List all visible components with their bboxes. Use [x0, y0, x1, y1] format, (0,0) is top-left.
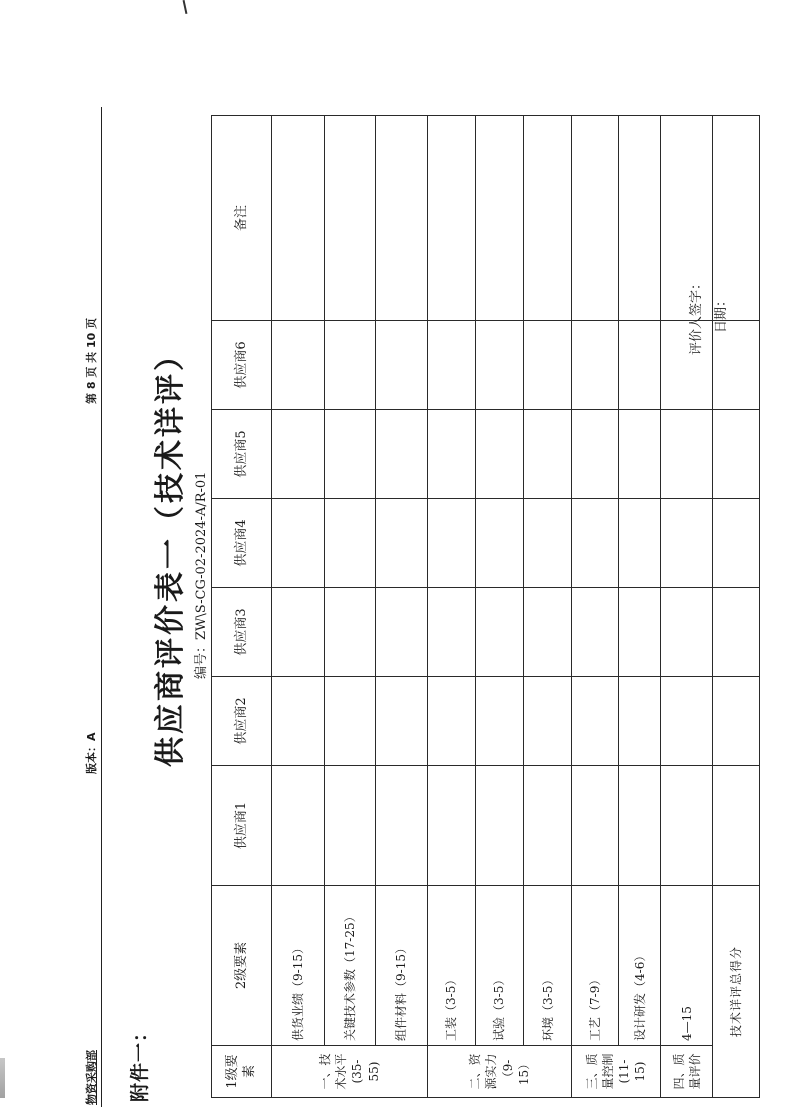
level1-cell: 三、质量控制(11-15) [572, 1046, 661, 1098]
score-cell[interactable] [661, 410, 713, 499]
score-cell[interactable] [619, 588, 661, 677]
score-cell[interactable] [271, 410, 324, 499]
score-cell[interactable] [271, 321, 324, 410]
score-cell[interactable] [376, 499, 428, 588]
level2-cell: 组件材料（9-15） [376, 886, 428, 1046]
table-row [271, 116, 324, 1098]
total-score-cell[interactable] [713, 499, 760, 588]
score-cell[interactable] [376, 766, 428, 886]
table-row [476, 116, 524, 1098]
score-cell[interactable] [427, 677, 475, 766]
table-row [427, 116, 475, 1098]
level1-cell: 二、资源实力（9-15） [427, 1046, 571, 1098]
score-cell[interactable] [572, 677, 619, 766]
remarks-cell[interactable] [476, 116, 524, 321]
evaluator-signature-label: 评价人签字： [689, 276, 704, 355]
header-supplier-5: 供应商5 [212, 410, 272, 499]
table-row [572, 116, 619, 1098]
score-cell[interactable] [271, 499, 324, 588]
level2-cell: 工艺（7-9） [572, 886, 619, 1046]
header-rule [101, 107, 102, 1107]
level2-cell: 供货业绩（9-15） [271, 886, 324, 1046]
header-version: 版本：A [85, 732, 98, 774]
score-cell[interactable] [661, 588, 713, 677]
score-cell[interactable] [661, 499, 713, 588]
remarks-cell[interactable] [524, 116, 572, 321]
rotated-page [0, 107, 793, 1107]
score-cell[interactable] [619, 499, 661, 588]
score-cell[interactable] [324, 499, 376, 588]
total-score-cell[interactable] [713, 588, 760, 677]
table-row [661, 116, 713, 1098]
header-supplier-4: 供应商4 [212, 499, 272, 588]
score-cell[interactable] [324, 410, 376, 499]
header-department: 物资采购部 [85, 1050, 98, 1105]
score-cell[interactable] [524, 677, 572, 766]
level2-cell: 工装（3-5） [427, 886, 475, 1046]
score-cell[interactable] [572, 766, 619, 886]
total-score-cell[interactable] [713, 766, 760, 886]
evaluation-table [211, 115, 760, 1098]
scan-mark [183, 0, 188, 14]
score-cell[interactable] [324, 677, 376, 766]
score-cell[interactable] [524, 410, 572, 499]
score-cell[interactable] [324, 321, 376, 410]
level2-cell: 4—15 [661, 886, 713, 1046]
score-cell[interactable] [271, 766, 324, 886]
remarks-cell[interactable] [619, 116, 661, 321]
score-cell[interactable] [427, 499, 475, 588]
header-remarks: 备注 [212, 116, 272, 321]
header-supplier-1: 供应商1 [212, 766, 272, 886]
level2-cell: 设计研发（4-6） [619, 886, 661, 1046]
score-cell[interactable] [324, 766, 376, 886]
score-cell[interactable] [524, 766, 572, 886]
header-page-info: 第 8 页 共 10 页 [85, 317, 98, 404]
level1-cell: 一、技术水平(35-55) [271, 1046, 427, 1098]
score-cell[interactable] [376, 677, 428, 766]
score-cell[interactable] [572, 321, 619, 410]
annex-label: 附件一： [129, 1021, 151, 1102]
header-supplier-6: 供应商6 [212, 321, 272, 410]
table-row [376, 116, 428, 1098]
score-cell[interactable] [427, 766, 475, 886]
table-row [524, 116, 572, 1098]
level1-cell: 四、质量评价 [661, 1046, 713, 1098]
remarks-cell[interactable] [324, 116, 376, 321]
score-cell[interactable] [271, 588, 324, 677]
score-cell[interactable] [427, 321, 475, 410]
total-score-cell[interactable] [713, 321, 760, 410]
score-cell[interactable] [376, 588, 428, 677]
remarks-cell[interactable] [271, 116, 324, 321]
score-cell[interactable] [427, 588, 475, 677]
score-cell[interactable] [376, 321, 428, 410]
total-score-cell[interactable] [713, 410, 760, 499]
table-total-row [713, 116, 760, 1098]
score-cell[interactable] [476, 677, 524, 766]
table-row [324, 116, 376, 1098]
score-cell[interactable] [661, 766, 713, 886]
level2-cell: 环境（3-5） [524, 886, 572, 1046]
level2-cell: 试验（3-5） [476, 886, 524, 1046]
total-label: 技术详评总得分 [713, 886, 760, 1098]
page-title: 供应商评价表一（技术详评） [153, 338, 188, 767]
score-cell[interactable] [619, 766, 661, 886]
score-cell[interactable] [572, 499, 619, 588]
header-supplier-3: 供应商3 [212, 588, 272, 677]
remarks-cell[interactable] [427, 116, 475, 321]
score-cell[interactable] [476, 321, 524, 410]
score-cell[interactable] [619, 677, 661, 766]
score-cell[interactable] [476, 410, 524, 499]
date-label: 日期： [714, 293, 729, 333]
score-cell[interactable] [476, 499, 524, 588]
score-cell[interactable] [324, 588, 376, 677]
score-cell[interactable] [524, 499, 572, 588]
score-cell[interactable] [427, 410, 475, 499]
header-level1: 1级要素 [212, 1046, 272, 1098]
score-cell[interactable] [376, 410, 428, 499]
score-cell[interactable] [572, 588, 619, 677]
score-cell[interactable] [619, 410, 661, 499]
total-score-cell[interactable] [713, 677, 760, 766]
score-cell[interactable] [476, 766, 524, 886]
score-cell[interactable] [524, 321, 572, 410]
score-cell[interactable] [619, 321, 661, 410]
score-cell[interactable] [476, 588, 524, 677]
remarks-cell[interactable] [376, 116, 428, 321]
header-supplier-2: 供应商2 [212, 677, 272, 766]
doc-number: 编号：ZW\S-CG-02-2024-A/R-01 [194, 471, 209, 679]
score-cell[interactable] [271, 677, 324, 766]
score-cell[interactable] [524, 588, 572, 677]
table-header-row [212, 116, 272, 1098]
score-cell[interactable] [661, 677, 713, 766]
header-level2: 2级要素 [212, 886, 272, 1046]
table-row [619, 116, 661, 1098]
score-cell[interactable] [572, 410, 619, 499]
level2-cell: 关键技术参数（17-25） [324, 886, 376, 1046]
remarks-cell[interactable] [572, 116, 619, 321]
remarks-cell[interactable] [713, 116, 760, 321]
